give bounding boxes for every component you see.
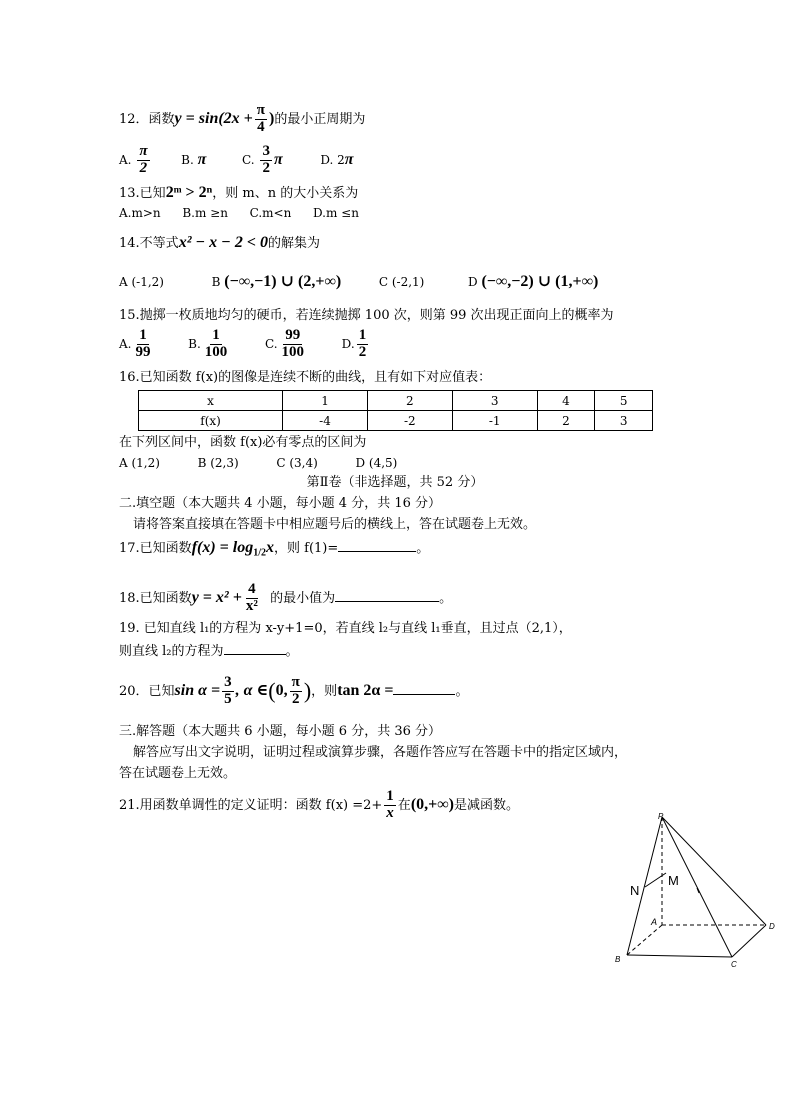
q14-option-d[interactable]: D (−∞,−2) ∪ (1,+∞) xyxy=(468,273,599,290)
q13-options xyxy=(119,207,359,219)
label-n: N xyxy=(630,883,640,898)
section-3-note-2: 答在试题卷上无效。 xyxy=(119,766,237,781)
table-cell: -1 xyxy=(452,411,537,431)
q19-answer-blank[interactable] xyxy=(224,644,286,655)
edge-ab xyxy=(627,925,662,955)
q13-option-d[interactable]: D.m ≤n xyxy=(312,206,359,220)
table-cell: 2 xyxy=(367,391,452,411)
table-cell: x xyxy=(139,391,283,411)
table-cell: 5 xyxy=(595,391,653,411)
table-cell: 3 xyxy=(595,411,653,431)
q12-option-b[interactable]: B. π xyxy=(181,150,207,168)
question-16: 16.已知函数 f(x)的图像是连续不断的曲线，且有如下对应值表： xyxy=(119,370,492,385)
q12-option-c[interactable]: C. $\frac{3}{2}$ π xyxy=(242,143,283,176)
question-19-line2: 则直线 l₂的方程为 。 xyxy=(119,644,299,659)
q15-option-b[interactable]: B. $\frac{1}{100}$ xyxy=(188,327,228,360)
table-row xyxy=(139,391,653,411)
value-table xyxy=(138,390,653,431)
table-cell: 4 xyxy=(537,391,595,411)
q13-formula: 2ᵐ > 2ⁿ xyxy=(165,184,213,201)
q13-option-b[interactable]: B.m ≥n xyxy=(182,206,228,220)
label-m: M xyxy=(668,873,679,888)
question-19: 19. 已知直线 l₁的方程为 x-y+1=0，若直线 l₂与直线 l₁垂直，且过点（2,1）， xyxy=(119,621,572,636)
question-18: 18.已知函数y = x² + $\frac{4}{\text{x²}}$ 的最小值为 。 xyxy=(119,581,453,614)
table-cell: f(x) xyxy=(139,411,283,431)
q14-option-a[interactable]: A (-1,2) xyxy=(119,275,164,289)
question-20: 20．已知sin α = $\frac{3}{5}$ , α ∈(0, $\frac{\pi}{2}$ )，则tan 2α = 。 xyxy=(119,674,469,707)
q14-option-b[interactable]: B (−∞,−1) ∪ (2,+∞) xyxy=(211,273,342,290)
section-2-note: 请将答案直接填在答题卡中相应题号后的横线上，答在试题卷上无效。 xyxy=(133,517,537,532)
q15-options xyxy=(119,328,370,361)
q17-formula: f(x) = log xyxy=(191,539,254,556)
q16-option-c[interactable]: C (3,4) xyxy=(276,456,318,470)
label-c: C xyxy=(731,960,737,969)
q16-option-b[interactable]: B (2,3) xyxy=(197,456,239,470)
q15-option-c[interactable]: C. $\frac{99}{100}$ xyxy=(264,327,305,360)
q14-formula: x² − x − 2 < 0 xyxy=(178,234,268,251)
table-cell: -2 xyxy=(367,411,452,431)
q12-options xyxy=(119,144,354,177)
table-row xyxy=(139,411,653,431)
part-2-title: 第Ⅱ卷（非选择题，共 52 分） xyxy=(306,475,484,490)
question-13: 13.已知2ᵐ > 2ⁿ，则 m、n 的大小关系为 xyxy=(119,184,359,201)
table-cell: 3 xyxy=(452,391,537,411)
q15-option-d[interactable]: D. $\frac{1}{2}$ xyxy=(341,327,367,360)
section-2-title: 二.填空题（本大题共 4 小题，每小题 4 分，共 16 分） xyxy=(119,496,442,511)
q18-answer-blank[interactable] xyxy=(335,591,439,602)
question-17: 17.已知函数$f(x) = \log_{1/2}x$，则 f(1)= 。 xyxy=(119,539,430,559)
q16-option-d[interactable]: D (4,5) xyxy=(355,456,398,470)
edge-pd xyxy=(662,817,766,925)
q13-option-a[interactable]: A.m>n xyxy=(119,206,161,220)
edge-bc xyxy=(627,955,732,957)
q17-answer-blank[interactable] xyxy=(338,541,416,552)
q20-answer-blank[interactable] xyxy=(393,684,455,695)
table-cell: 1 xyxy=(283,391,368,411)
edge-cd xyxy=(732,925,766,957)
q12-formula: y = sin(2x + xyxy=(174,109,253,127)
q16-question: 在下列区间中，函数 f(x)必有零点的区间为 xyxy=(119,435,367,450)
q14-option-c[interactable]: C (-2,1) xyxy=(378,275,425,289)
table-cell: 2 xyxy=(537,411,595,431)
q12-option-d[interactable]: D. 2π xyxy=(320,150,354,168)
table-cell: -4 xyxy=(283,411,368,431)
q14-options xyxy=(119,274,598,290)
section-3-title: 三.解答题（本大题共 6 小题，每小题 6 分，共 36 分） xyxy=(119,724,442,739)
label-a: A xyxy=(651,917,658,927)
question-12: 12．函数y = sin(2x + $\frac{\pi}{4}$ )的最小正周期为 xyxy=(119,102,366,135)
q18-formula: y = x² + xyxy=(191,588,242,606)
label-d: D xyxy=(769,922,775,931)
question-21: 21.用函数单调性的定义证明：函数 f(x) =2+ $\frac{1}{x}$ 在(0,+∞)是减函数。 xyxy=(119,788,520,821)
q20-formula: sin α = xyxy=(174,681,221,699)
q15-option-a[interactable]: A. $\frac{1}{99}$ xyxy=(119,327,151,360)
q12-option-a[interactable]: A. $\frac{\pi}{2}$ xyxy=(119,143,148,176)
q16-option-a[interactable]: A (1,2) xyxy=(119,456,160,470)
label-p: P xyxy=(658,812,664,821)
pyramid-figure xyxy=(600,805,790,975)
question-15: 15.抛掷一枚质地均匀的硬币，若连续抛掷 100 次，则第 99 次出现正面向上的概率为 xyxy=(119,308,614,323)
q13-option-c[interactable]: C.m<n xyxy=(249,206,292,220)
segment-mn xyxy=(645,873,666,887)
q16-options xyxy=(119,457,397,469)
section-3-note: 解答应写出文字说明，证明过程或演算步骤，各题作答应写在答题卡中的指定区域内， xyxy=(133,745,628,760)
question-14: 14.不等式x² − x − 2 < 0的解集为 xyxy=(119,234,321,251)
label-b: B xyxy=(615,955,621,964)
